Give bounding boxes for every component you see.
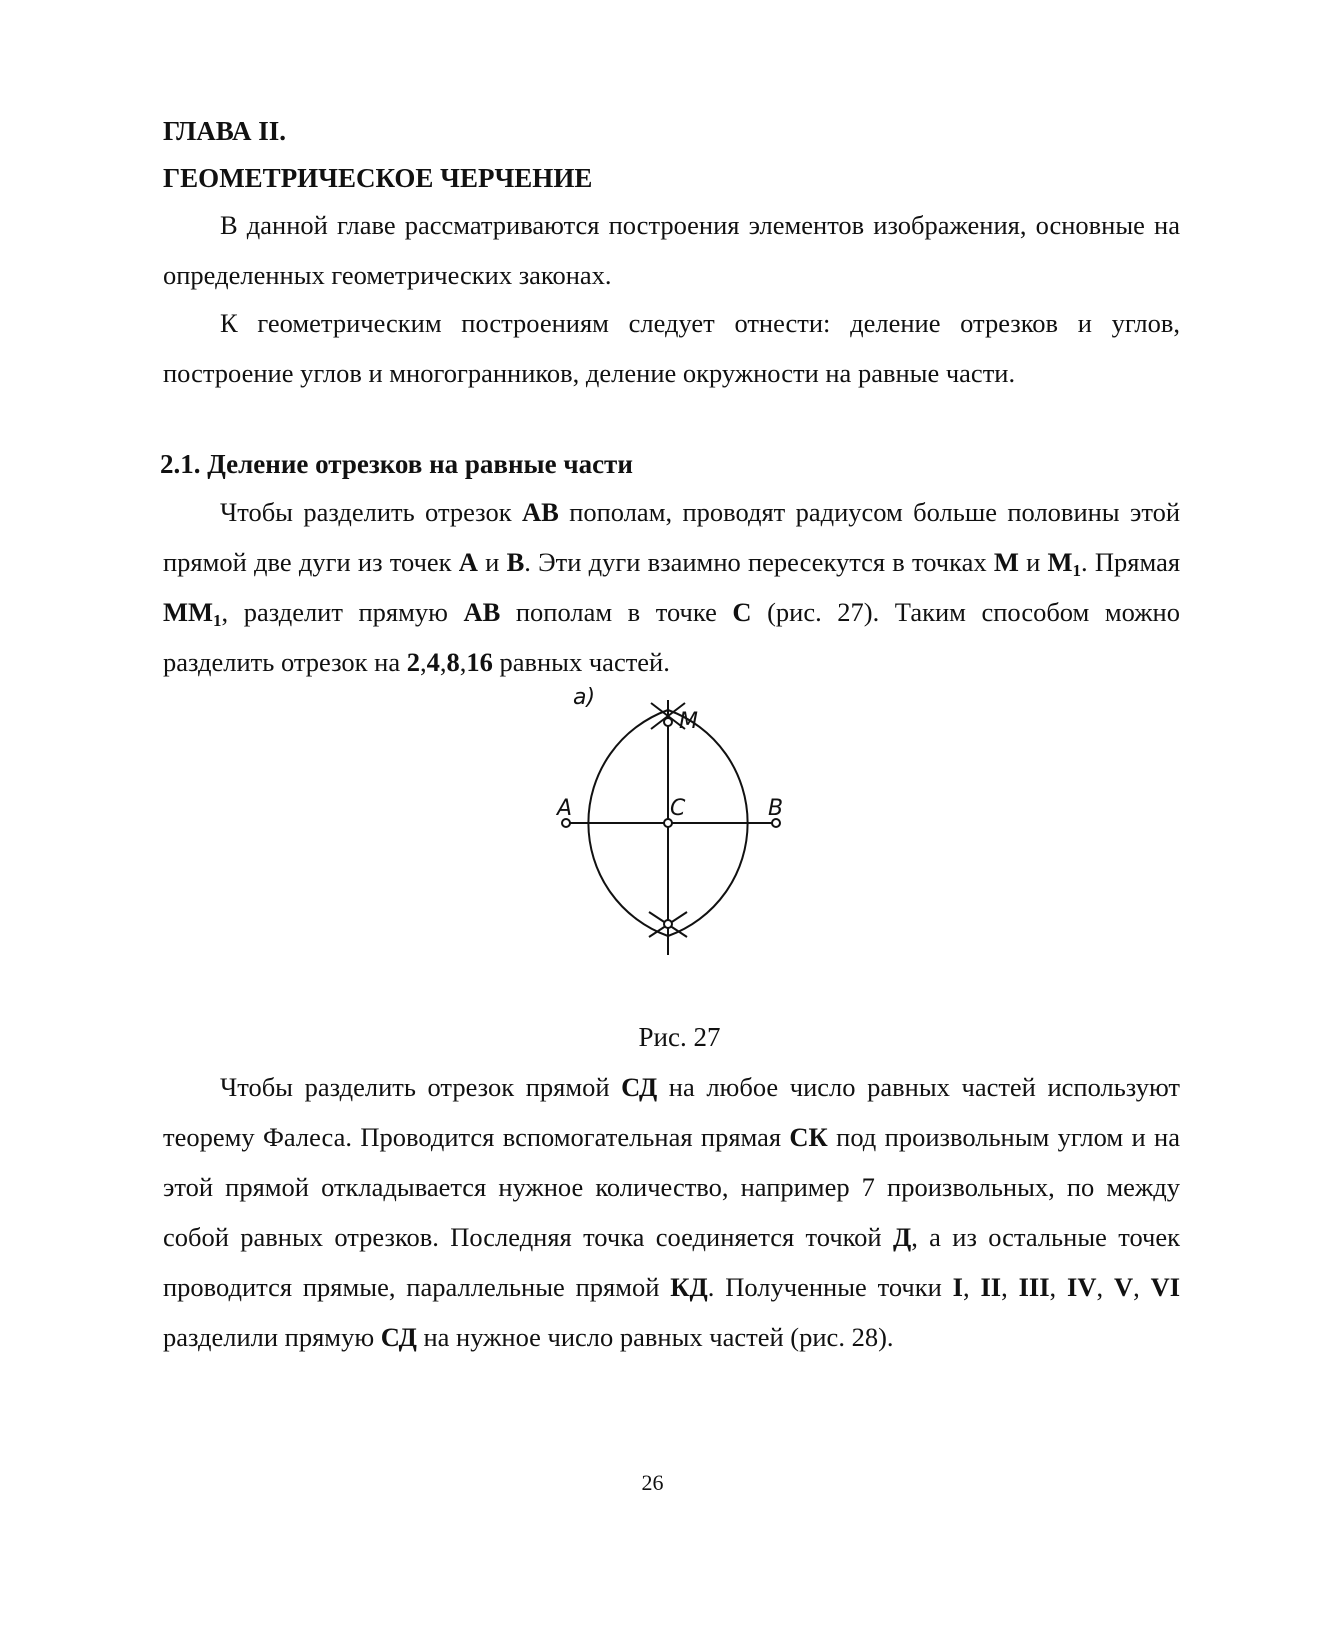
text-run: , xyxy=(962,1272,981,1302)
point-m-label: М xyxy=(679,709,698,734)
text-run: , xyxy=(459,647,467,677)
text-run: . Прямая xyxy=(1081,547,1181,577)
bold-term: КД xyxy=(670,1272,708,1302)
bold-term: Д xyxy=(892,1222,912,1252)
text-run: равных частей. xyxy=(492,647,670,677)
figure-label-a: а) xyxy=(573,685,596,710)
text-run: , xyxy=(419,647,427,677)
section-title: 2.1. Деление отрезков на равные части xyxy=(160,449,633,479)
point-m1-marker xyxy=(664,920,672,928)
bold-term: АВ xyxy=(463,597,501,627)
text-run: , xyxy=(1096,1272,1114,1302)
bold-run: М xyxy=(1047,547,1073,577)
text-run: , а из остальные точек проводится прямые, параллельные прямой xyxy=(163,1222,1180,1302)
text-run: пополам в точке xyxy=(500,597,733,627)
bold-term: I xyxy=(952,1272,963,1302)
text-run: и xyxy=(1018,547,1048,577)
point-m-marker xyxy=(664,718,672,726)
text-run: разделили прямую xyxy=(163,1322,381,1352)
bold-term: V xyxy=(1113,1272,1134,1302)
text-run: Чтобы разделить отрезок прямой xyxy=(220,1072,622,1102)
point-a-label: А xyxy=(557,796,573,821)
bold-run: ММ xyxy=(163,597,214,627)
bold-term: АВ xyxy=(522,497,559,527)
bold-term: М xyxy=(993,547,1019,577)
text-run: , xyxy=(1133,1272,1151,1302)
bold-term: 4 xyxy=(426,647,440,677)
bisection-drawing xyxy=(557,685,833,1002)
bold-term: С xyxy=(732,597,752,627)
bold-term: СК xyxy=(789,1122,828,1152)
text-run: под произвольным углом и на этой прямой откладывается нужное количество, например 7 произвольных, по между собой равных отрезков. Последняя точка соединяется точкой xyxy=(163,1122,1181,1252)
bold-term xyxy=(163,597,222,630)
text-run: . Полученные точки xyxy=(707,1272,953,1302)
text-run: пополам, проводят радиусом больше половины этой прямой две дуги из точек xyxy=(163,497,1181,577)
text-run: и xyxy=(477,547,507,577)
section-paragraph-1-block xyxy=(163,487,1180,687)
bold-term: В xyxy=(506,547,525,577)
bold-term xyxy=(1047,547,1082,580)
text-run: , xyxy=(1001,1272,1019,1302)
text-run: на любое число равных частей используют теорему Фалеса. Проводится вспомогательная прямая xyxy=(163,1072,1180,1152)
text-run: , разделит прямую xyxy=(221,597,464,627)
bold-term: IV xyxy=(1067,1272,1097,1302)
bold-term: 8 xyxy=(446,647,460,677)
page-number: 26 xyxy=(641,1470,664,1495)
text-run: на нужное число равных частей (рис. 28). xyxy=(416,1322,894,1352)
section-paragraph-2-block xyxy=(163,1062,1180,1362)
point-b-label: В xyxy=(768,796,784,821)
bold-term: 2 xyxy=(406,647,420,677)
point-c-label: С xyxy=(670,796,686,821)
chapter-title: ГЕОМЕТРИЧЕСКОЕ ЧЕРЧЕНИЕ xyxy=(163,163,593,193)
text-run: . Эти дуги взаимно пересекутся в точках xyxy=(524,547,994,577)
bold-term: СД xyxy=(621,1072,658,1102)
intro-paragraph-2: К геометрическим построениям следует отнести: деление отрезков и углов, построение углов и многогранников, деление окружности на равные части. xyxy=(163,308,1180,388)
bold-term: 16 xyxy=(466,647,493,677)
bold-term: А xyxy=(458,547,478,577)
figure-caption: Рис. 27 xyxy=(638,1022,721,1052)
bold-term: II xyxy=(980,1272,1002,1302)
intro-paragraph-1: В данной главе рассматриваются построения элементов изображения, основные на определенных геометрических законах. xyxy=(163,210,1180,290)
text-run: Чтобы разделить отрезок xyxy=(220,497,522,527)
figure-27 xyxy=(557,685,833,1002)
text-run: , xyxy=(1049,1272,1068,1302)
bold-term: VI xyxy=(1150,1272,1181,1302)
bold-term: III xyxy=(1018,1272,1050,1302)
chapter-label: ГЛАВА II. xyxy=(163,116,287,146)
text-run: (рис. 27). Таким способом можно разделить отрезок на xyxy=(163,597,1180,677)
text-run: , xyxy=(439,647,447,677)
subscript: 1 xyxy=(213,611,222,630)
bold-term: СД xyxy=(380,1322,417,1352)
section-paragraph-1 xyxy=(163,487,1180,687)
intro-block xyxy=(163,200,1180,398)
subscript: 1 xyxy=(1072,561,1082,580)
section-paragraph-2 xyxy=(163,1062,1180,1362)
